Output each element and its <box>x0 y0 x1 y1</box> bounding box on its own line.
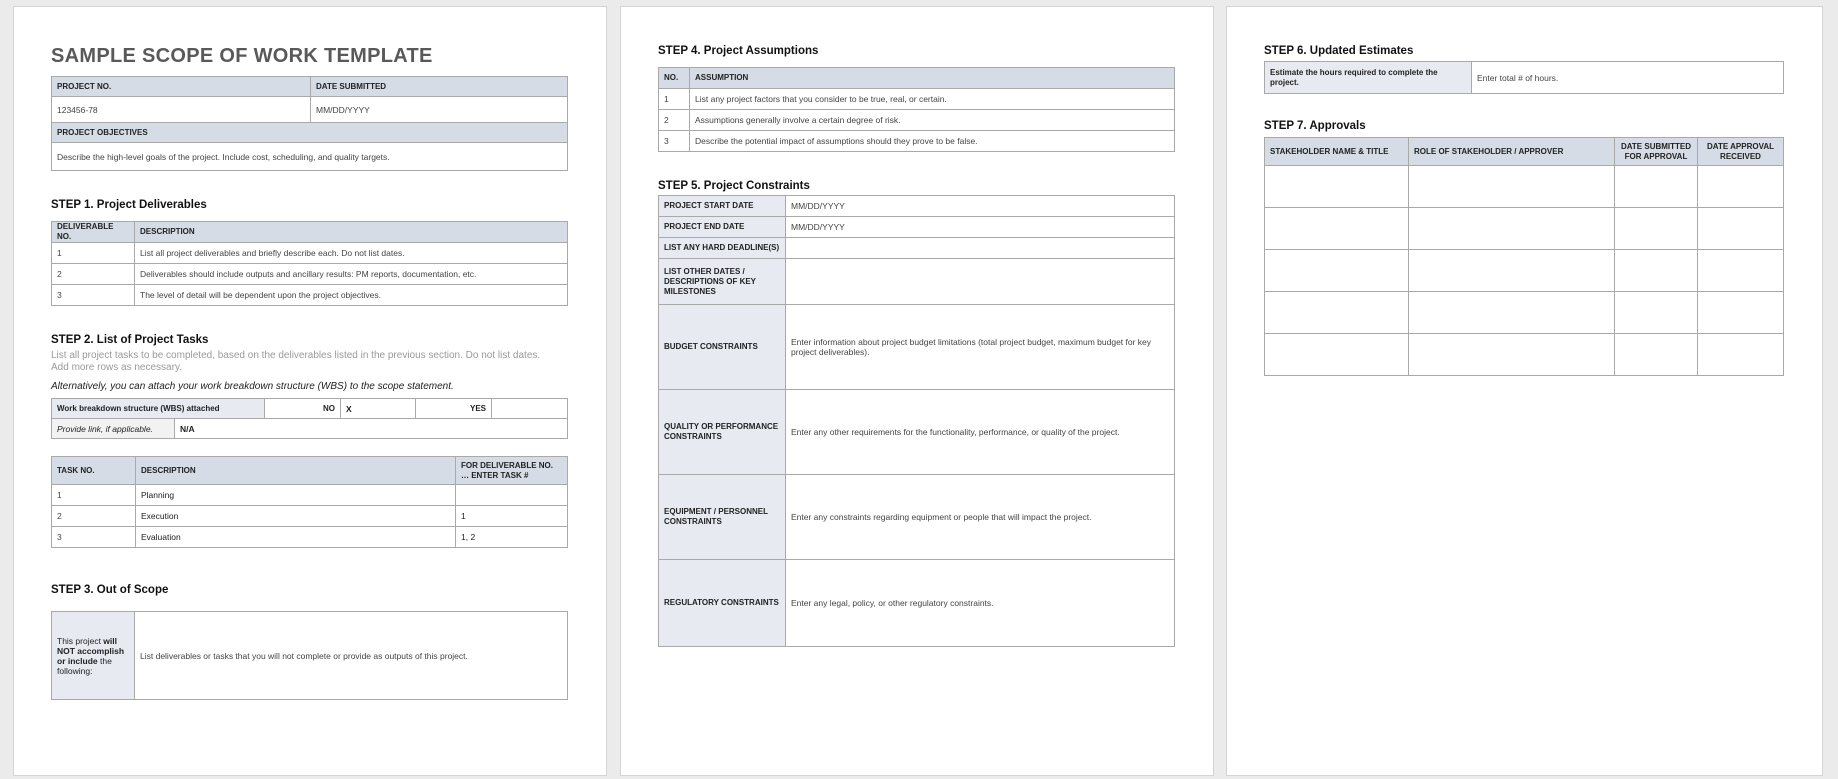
date-submitted-approval-header: DATE SUBMITTED FOR APPROVAL <box>1615 138 1698 166</box>
assumption-no-header: NO. <box>659 68 690 89</box>
deliverables-table <box>51 221 568 306</box>
constraints-table <box>658 195 1175 647</box>
table-row <box>659 238 1175 259</box>
assumption-text[interactable]: Describe the potential impact of assumptions should they prove to be false. <box>690 131 1175 152</box>
table-row <box>659 305 1175 390</box>
constraint-label: PROJECT END DATE <box>659 217 786 238</box>
approval-cell[interactable] <box>1698 208 1784 250</box>
task-deliverable[interactable]: 1, 2 <box>456 527 568 548</box>
step2-heading: STEP 2. List of Project Tasks <box>51 334 209 346</box>
tasks-table <box>51 456 568 548</box>
constraint-value[interactable]: MM/DD/YYYY <box>786 217 1175 238</box>
table-row <box>52 506 568 527</box>
approvals-table <box>1264 137 1784 376</box>
approval-cell[interactable] <box>1265 250 1409 292</box>
approval-cell[interactable] <box>1615 208 1698 250</box>
constraint-label: EQUIPMENT / PERSONNEL CONSTRAINTS <box>659 475 786 560</box>
task-no-header: TASK NO. <box>52 457 136 485</box>
table-row <box>52 264 568 285</box>
wbs-link-label: Provide link, if applicable. <box>52 419 175 439</box>
table-row <box>1265 166 1784 208</box>
task-no[interactable]: 3 <box>52 527 136 548</box>
approval-cell[interactable] <box>1698 166 1784 208</box>
task-no[interactable]: 1 <box>52 485 136 506</box>
table-row <box>659 89 1175 110</box>
table-row <box>659 259 1175 305</box>
estimate-hours-value[interactable]: Enter total # of hours. <box>1472 62 1784 94</box>
constraint-label: LIST OTHER DATES / DESCRIPTIONS OF KEY MILESTONES <box>659 259 786 305</box>
table-row <box>659 390 1175 475</box>
date-submitted-value[interactable]: MM/DD/YYYY <box>311 97 568 123</box>
table-row <box>659 196 1175 217</box>
task-deliverable[interactable] <box>456 485 568 506</box>
assumption-no[interactable]: 2 <box>659 110 690 131</box>
wbs-no-label: NO <box>265 399 341 419</box>
constraint-label: PROJECT START DATE <box>659 196 786 217</box>
table-row <box>1265 334 1784 376</box>
deliverable-description-header: DESCRIPTION <box>135 222 568 243</box>
deliverable-no[interactable]: 1 <box>52 243 135 264</box>
table-row <box>659 217 1175 238</box>
constraint-value[interactable]: Enter any constraints regarding equipment or people that will impact the project. <box>786 475 1175 560</box>
out-of-scope-value[interactable]: List deliverables or tasks that you will not complete or provide as outputs of this project. <box>135 612 568 700</box>
deliverable-no[interactable]: 2 <box>52 264 135 285</box>
date-approval-received-header: DATE APPROVAL RECEIVED <box>1698 138 1784 166</box>
assumption-no[interactable]: 3 <box>659 131 690 152</box>
approval-cell[interactable] <box>1615 250 1698 292</box>
step2-alternative: Alternatively, you can attach your work breakdown structure (WBS) to the scope statement. <box>51 381 454 392</box>
task-description[interactable]: Planning <box>136 485 456 506</box>
estimate-hours-label: Estimate the hours required to complete the project. <box>1265 62 1472 94</box>
table-row <box>1265 292 1784 334</box>
constraint-label: QUALITY OR PERFORMANCE CONSTRAINTS <box>659 390 786 475</box>
step3-heading: STEP 3. Out of Scope <box>51 584 169 596</box>
estimates-table <box>1264 61 1784 94</box>
task-deliverable[interactable]: 1 <box>456 506 568 527</box>
approval-cell[interactable] <box>1615 292 1698 334</box>
step4-heading: STEP 4. Project Assumptions <box>658 45 819 57</box>
constraint-value[interactable] <box>786 259 1175 305</box>
step7-heading: STEP 7. Approvals <box>1264 120 1366 132</box>
approval-cell[interactable] <box>1615 334 1698 376</box>
approval-cell[interactable] <box>1615 166 1698 208</box>
approval-cell[interactable] <box>1409 334 1615 376</box>
table-row <box>1265 250 1784 292</box>
document-page-1 <box>13 6 607 776</box>
table-row <box>52 485 568 506</box>
project-no-header: PROJECT NO. <box>52 77 311 97</box>
task-description-header: DESCRIPTION <box>136 457 456 485</box>
approval-cell[interactable] <box>1265 292 1409 334</box>
assumptions-table <box>658 67 1175 152</box>
constraint-label: BUDGET CONSTRAINTS <box>659 305 786 390</box>
wbs-yes-checkbox[interactable] <box>492 399 568 419</box>
step5-heading: STEP 5. Project Constraints <box>658 180 810 192</box>
approval-cell[interactable] <box>1409 166 1615 208</box>
approval-cell[interactable] <box>1409 292 1615 334</box>
deliverable-description[interactable]: List all project deliverables and briefly describe each. Do not list dates. <box>135 243 568 264</box>
wbs-attached-label: Work breakdown structure (WBS) attached <box>52 399 265 419</box>
constraint-value[interactable]: MM/DD/YYYY <box>786 196 1175 217</box>
project-no-value[interactable]: 123456-78 <box>52 97 311 123</box>
table-row <box>52 527 568 548</box>
table-row <box>52 243 568 264</box>
assumption-no[interactable]: 1 <box>659 89 690 110</box>
project-objectives-value[interactable]: Describe the high-level goals of the project. Include cost, scheduling, and quality targets. <box>52 143 568 171</box>
stakeholder-name-header: STAKEHOLDER NAME & TITLE <box>1265 138 1409 166</box>
step2-note: List all project tasks to be completed, based on the deliverables listed in the previous section. Do not list dates. Add more rows as necessary. <box>51 350 541 373</box>
task-description[interactable]: Evaluation <box>136 527 456 548</box>
table-row <box>52 285 568 306</box>
approval-cell[interactable] <box>1409 208 1615 250</box>
deliverable-description[interactable]: Deliverables should include outputs and ancillary results: PM reports, documentation, etc. <box>135 264 568 285</box>
wbs-link-value[interactable]: N/A <box>175 419 568 439</box>
task-no[interactable]: 2 <box>52 506 136 527</box>
task-deliverable-header: FOR DELIVERABLE NO. … ENTER TASK # <box>456 457 568 485</box>
approval-cell[interactable] <box>1265 208 1409 250</box>
table-row <box>659 475 1175 560</box>
stakeholder-role-header: ROLE OF STAKEHOLDER / APPROVER <box>1409 138 1615 166</box>
constraint-label: REGULATORY CONSTRAINTS <box>659 560 786 647</box>
project-info-table <box>51 76 568 171</box>
document-page-3 <box>1226 6 1823 776</box>
constraint-value[interactable] <box>786 238 1175 259</box>
deliverable-description[interactable]: The level of detail will be dependent upon the project objectives. <box>135 285 568 306</box>
constraint-value[interactable]: Enter any legal, policy, or other regulatory constraints. <box>786 560 1175 647</box>
assumption-header: ASSUMPTION <box>690 68 1175 89</box>
wbs-yes-label: YES <box>416 399 492 419</box>
table-row <box>659 131 1175 152</box>
wbs-link-table <box>51 418 568 439</box>
step1-heading: STEP 1. Project Deliverables <box>51 199 207 211</box>
date-submitted-header: DATE SUBMITTED <box>311 77 568 97</box>
constraint-label: LIST ANY HARD DEADLINE(S) <box>659 238 786 259</box>
approval-cell[interactable] <box>1409 250 1615 292</box>
step6-heading: STEP 6. Updated Estimates <box>1264 45 1414 57</box>
approval-cell[interactable] <box>1698 292 1784 334</box>
assumption-text[interactable]: List any project factors that you consider to be true, real, or certain. <box>690 89 1175 110</box>
approval-cell[interactable] <box>1265 334 1409 376</box>
out-of-scope-table <box>51 611 568 700</box>
document-page-2 <box>620 6 1214 776</box>
table-row <box>659 110 1175 131</box>
document-title: SAMPLE SCOPE OF WORK TEMPLATE <box>51 45 433 67</box>
assumption-text[interactable]: Assumptions generally involve a certain degree of risk. <box>690 110 1175 131</box>
table-row <box>1265 208 1784 250</box>
task-description[interactable]: Execution <box>136 506 456 527</box>
wbs-table <box>51 398 568 419</box>
project-objectives-header: PROJECT OBJECTIVES <box>52 123 568 143</box>
approval-cell[interactable] <box>1698 250 1784 292</box>
out-of-scope-label: This project will NOT accomplish or include the following: <box>52 612 135 700</box>
wbs-no-checkbox[interactable]: X <box>341 399 416 419</box>
constraint-value[interactable]: Enter information about project budget limitations (total project budget, maximum budget for key project deliverables). <box>786 305 1175 390</box>
deliverable-no[interactable]: 3 <box>52 285 135 306</box>
constraint-value[interactable]: Enter any other requirements for the functionality, performance, or quality of the project. <box>786 390 1175 475</box>
deliverable-no-header: DELIVERABLE NO. <box>52 222 135 243</box>
table-row <box>659 560 1175 647</box>
approval-cell[interactable] <box>1265 166 1409 208</box>
approval-cell[interactable] <box>1698 334 1784 376</box>
